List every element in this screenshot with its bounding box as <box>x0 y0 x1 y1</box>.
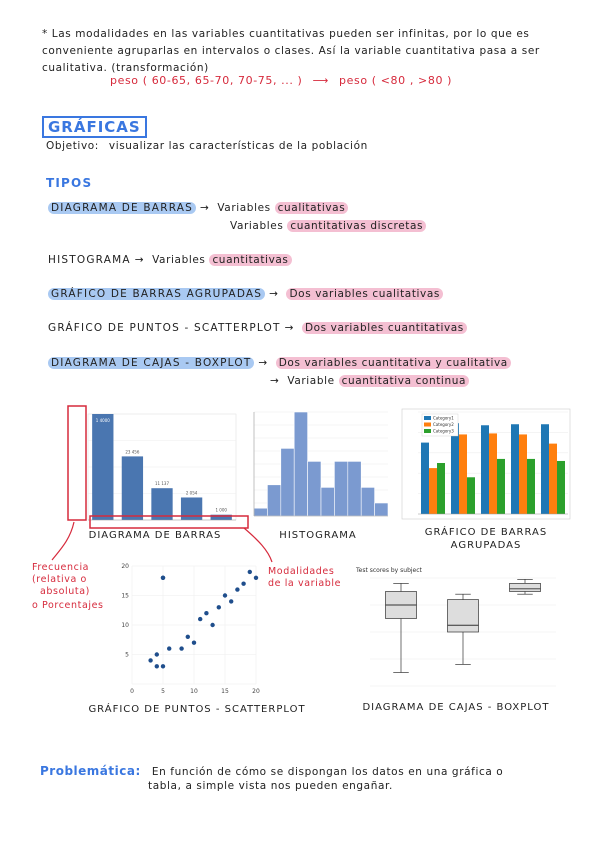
modalities-box <box>90 516 248 528</box>
scatter-point <box>248 570 252 574</box>
freq-line-2: (relativa o <box>32 574 87 585</box>
type-row-1 <box>48 202 348 214</box>
type-row-5 <box>48 322 467 334</box>
x-tick-label: 20 <box>252 688 260 695</box>
scatter-point <box>148 658 152 662</box>
modalities-annotation <box>268 566 341 590</box>
scatter-point <box>241 582 245 586</box>
histogram-bin <box>334 461 347 516</box>
type-arrow: → <box>269 288 279 300</box>
x-tick-label: 0 <box>130 688 134 695</box>
caption-grouped <box>400 526 572 552</box>
grouped-bar <box>497 459 505 514</box>
type-name: GRÁFICO DE PUNTOS - SCATTERPLOT <box>48 322 281 334</box>
intro-line-2: conveniente agruparlas en intervalos o clases. Así la variable cuantitativa pasa a ser <box>42 45 540 57</box>
objective <box>46 140 368 152</box>
type-arrow: → <box>134 254 145 266</box>
type-text: Variables <box>217 202 271 214</box>
type-arrow: → <box>270 375 280 387</box>
y-tick-label: 20 <box>121 563 129 570</box>
grouped-bar <box>511 424 519 514</box>
objective-label: Objetivo: <box>46 140 99 152</box>
x-tick-label: 15 <box>221 688 229 695</box>
example-arrow: ⟶ <box>312 74 329 87</box>
type-name: GRÁFICO DE BARRAS AGRUPADAS <box>48 288 265 300</box>
scatter-point <box>217 605 221 609</box>
box <box>448 600 479 632</box>
grouped-bar <box>481 425 489 514</box>
type-row-6 <box>48 357 511 369</box>
data-label: 1 4000 <box>95 418 110 423</box>
scatter-point <box>235 587 239 591</box>
caption-scatter: GRÁFICO DE PUNTOS - SCATTERPLOT <box>88 704 306 715</box>
data-label: 23 456 <box>125 449 140 455</box>
legend-label: Category3 <box>433 428 454 434</box>
intro-example <box>110 74 452 87</box>
type-text: Variable <box>287 375 335 387</box>
histogram-bin <box>321 487 334 516</box>
histogram-bin <box>375 503 388 516</box>
y-tick-label: 5 <box>125 651 129 659</box>
freq-box <box>68 406 86 520</box>
type-name: HISTOGRAMA <box>48 254 131 266</box>
objective-text: visualizar las características de la población <box>108 140 368 152</box>
type-highlight: cuantitativa continua <box>339 375 469 387</box>
intro-note <box>42 26 572 77</box>
scatter-point <box>210 623 214 627</box>
y-tick-label: 15 <box>121 592 129 600</box>
intro-line-3: cualitativa. (transformación) <box>42 62 209 74</box>
scatter-chart <box>118 562 268 698</box>
freq-annotation <box>32 562 104 612</box>
grouped-bar <box>437 463 445 514</box>
caption-grouped-1: GRÁFICO DE BARRAS <box>424 527 548 538</box>
x-tick-label: 5 <box>161 688 165 695</box>
box <box>510 583 541 591</box>
example-left: peso ( 60-65, 65-70, 70-75, ... ) <box>110 74 303 87</box>
scatter-point <box>155 652 159 656</box>
data-label: 2 054 <box>185 490 198 496</box>
caption-hist: HISTOGRAMA <box>279 530 357 541</box>
caption-grouped-2: AGRUPADAS <box>450 540 522 551</box>
type-arrow: → <box>284 322 294 334</box>
grouped-bar <box>421 443 429 514</box>
grouped-bar <box>451 423 459 514</box>
type-row-7 <box>270 375 469 387</box>
scatter-point <box>229 599 233 603</box>
type-highlight: Dos variables cualitativas <box>286 288 443 300</box>
scatter-point <box>179 646 183 650</box>
caption-bar: DIAGRAMA DE BARRAS <box>88 530 222 541</box>
type-text: Variables <box>230 220 284 232</box>
box-chart-title: Test scores by subject <box>356 567 422 574</box>
mod-line-2: de la variable <box>268 578 342 589</box>
grouped-bar <box>519 434 527 514</box>
type-highlight: cuantitativas discretas <box>287 220 426 232</box>
scatter-point <box>192 641 196 645</box>
type-row-2 <box>230 220 426 232</box>
problem-line-2: tabla, a simple vista nos pueden engañar. <box>148 780 393 792</box>
example-right: peso ( <80 , >80 ) <box>339 74 453 87</box>
type-name: DIAGRAMA DE CAJAS - BOXPLOT <box>48 357 254 369</box>
modalities-arrow <box>244 528 272 562</box>
freq-line-3: absoluta) <box>40 586 90 597</box>
freq-line-1: Frecuencia <box>32 562 90 573</box>
pct-line: o Porcentajes <box>32 600 104 611</box>
grouped-bar <box>527 459 535 514</box>
type-text: Variables <box>152 254 206 266</box>
legend-swatch <box>424 429 431 433</box>
legend-label: Category2 <box>433 422 454 427</box>
grouped-bar-chart <box>400 408 572 522</box>
histogram-bin <box>361 487 374 516</box>
scatter-point <box>167 646 171 650</box>
type-name: DIAGRAMA DE BARRAS <box>48 202 196 214</box>
data-label: 1 000 <box>215 507 227 513</box>
type-row-4 <box>48 288 443 300</box>
type-highlight: Dos variables cuantitativa y cualitativa <box>276 357 511 369</box>
scatter-point <box>223 593 227 597</box>
problem-section <box>40 760 580 779</box>
grouped-bar <box>557 461 565 514</box>
scatter-point <box>155 664 159 668</box>
type-arrow: → <box>199 202 210 214</box>
caption-box: DIAGRAMA DE CAJAS - BOXPLOT <box>362 702 550 713</box>
grouped-bar <box>459 434 467 514</box>
scatter-point <box>204 611 208 615</box>
tipos-heading: TIPOS <box>46 176 93 190</box>
data-label: 11 137 <box>155 481 169 487</box>
section-title: GRÁFICAS <box>42 116 147 138</box>
grouped-bar <box>467 477 475 514</box>
scatter-point <box>161 576 165 580</box>
grouped-bar <box>429 468 437 514</box>
intro-line-1: * Las modalidades en las variables cuantitativas pueden ser infinitas, por lo que es <box>42 28 530 40</box>
problem-line-1: En función de cómo se dispongan los datos en una gráfica o <box>151 766 504 778</box>
histogram-bin <box>348 461 361 516</box>
type-highlight: cualitativas <box>275 202 349 214</box>
grouped-bar <box>489 433 497 514</box>
scatter-point <box>186 635 190 639</box>
type-arrow: → <box>258 357 268 369</box>
legend-swatch <box>424 423 431 427</box>
y-tick-label: 10 <box>121 622 129 629</box>
type-highlight: Dos variables cuantitativas <box>302 322 467 334</box>
scatter-point <box>161 664 165 668</box>
type-highlight: cuantitativas <box>209 254 291 266</box>
legend-label: Category1 <box>433 415 454 421</box>
problem-label: Problemática: <box>40 764 141 778</box>
legend-swatch <box>424 416 431 420</box>
mod-line-1: Modalidades <box>268 566 335 577</box>
box-chart <box>350 564 562 696</box>
grouped-bar <box>549 444 557 514</box>
freq-arrow <box>52 522 74 560</box>
x-tick-label: 10 <box>190 688 198 695</box>
scatter-point <box>198 617 202 621</box>
type-row-3 <box>48 254 292 266</box>
histogram-bin <box>308 461 321 516</box>
grouped-bar <box>541 424 549 514</box>
scatter-point <box>254 576 258 580</box>
